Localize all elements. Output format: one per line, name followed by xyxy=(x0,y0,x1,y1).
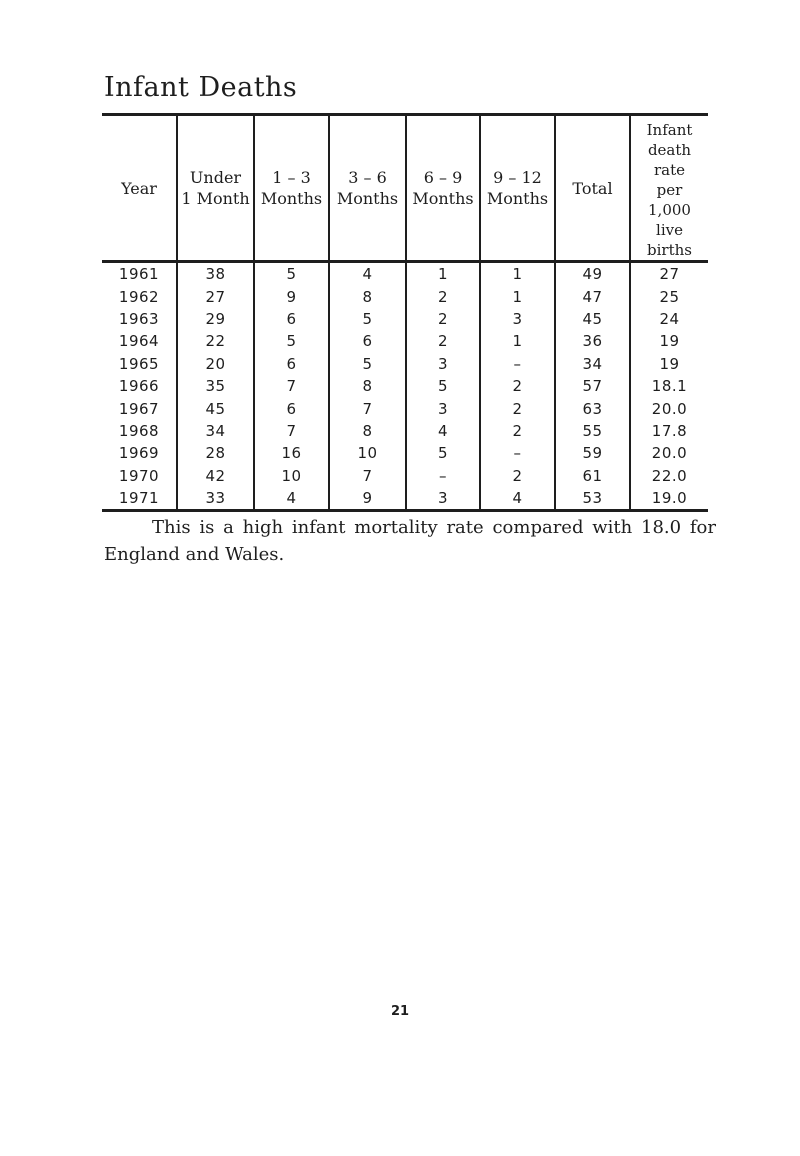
table-cell: 36 xyxy=(555,330,630,352)
header-line: births xyxy=(647,241,692,259)
infant-deaths-table xyxy=(102,113,708,512)
table-cell: 7 xyxy=(254,420,329,442)
table-row xyxy=(102,308,708,330)
table-row xyxy=(102,375,708,397)
table-cell: 2 xyxy=(406,330,480,352)
table-cell: 35 xyxy=(177,375,254,397)
header-line: death xyxy=(647,141,692,159)
header-line: Infant xyxy=(646,121,693,139)
table-row xyxy=(102,330,708,352)
column-header-year xyxy=(102,115,177,262)
table-cell: 45 xyxy=(177,397,254,419)
table-cell: 45 xyxy=(555,308,630,330)
header-line: Months xyxy=(412,189,474,208)
header-line: Months xyxy=(486,189,549,208)
summary-text: This is a high infant mortality rate compared with 18.0 for England and Wales. xyxy=(104,517,716,565)
table-header-row xyxy=(102,115,708,262)
table-cell: 38 xyxy=(177,262,254,286)
table-cell: 18.1 xyxy=(630,375,708,397)
table-cell: 2 xyxy=(480,465,555,487)
table-cell: 8 xyxy=(329,375,406,397)
table-cell: 5 xyxy=(254,330,329,352)
table-cell: 5 xyxy=(329,308,406,330)
table-cell: 3 xyxy=(406,397,480,419)
table-cell: 33 xyxy=(177,487,254,511)
table-cell: 6 xyxy=(254,308,329,330)
table-cell: 28 xyxy=(177,442,254,464)
table-cell: – xyxy=(480,353,555,375)
table-cell: 19.0 xyxy=(630,487,708,511)
column-header-6-9-months xyxy=(406,115,480,262)
table-cell: 3 xyxy=(480,308,555,330)
header-line: Year xyxy=(121,178,157,198)
table-cell: 4 xyxy=(329,262,406,286)
table-cell: 22 xyxy=(177,330,254,352)
table-cell: 61 xyxy=(555,465,630,487)
page-title: Infant Deaths xyxy=(104,72,298,103)
column-header-3-6-months xyxy=(329,115,406,262)
table-cell: 4 xyxy=(480,487,555,511)
table-cell: 10 xyxy=(254,465,329,487)
table-cell: 27 xyxy=(630,262,708,286)
header-line: 6 – 9 xyxy=(423,168,463,187)
table-cell: 4 xyxy=(406,420,480,442)
column-header-under-1-month xyxy=(177,115,254,262)
header-line: Months xyxy=(260,189,323,208)
header-line: 9 – 12 xyxy=(493,168,542,187)
table-cell: 5 xyxy=(254,262,329,286)
table-cell: 20.0 xyxy=(630,397,708,419)
column-header-9-12-months xyxy=(480,115,555,262)
table-body xyxy=(102,262,708,511)
table-cell: 3 xyxy=(406,353,480,375)
table-cell: 59 xyxy=(555,442,630,464)
table-row xyxy=(102,442,708,464)
header-line: Months xyxy=(336,189,399,208)
table-cell: 7 xyxy=(329,397,406,419)
table-cell: 2 xyxy=(480,420,555,442)
table-cell: 8 xyxy=(329,285,406,307)
table-cell: 5 xyxy=(329,353,406,375)
header-line: rate xyxy=(653,161,686,179)
table-cell: 57 xyxy=(555,375,630,397)
table-cell: 1 xyxy=(480,262,555,286)
year-cell: 1961 xyxy=(118,265,160,284)
year-cell: 1962 xyxy=(118,287,160,306)
table-cell: 4 xyxy=(254,487,329,511)
table-cell: 22.0 xyxy=(630,465,708,487)
table-cell: 6 xyxy=(254,397,329,419)
table-row xyxy=(102,397,708,419)
table-row xyxy=(102,353,708,375)
table-cell: 34 xyxy=(177,420,254,442)
table-cell: 16 xyxy=(254,442,329,464)
table-row xyxy=(102,487,708,511)
column-header-1-3-months xyxy=(254,115,329,262)
header-line: 3 – 6 xyxy=(348,168,387,187)
table-cell: 9 xyxy=(329,487,406,511)
header-line: 1 Month xyxy=(181,189,250,208)
table-cell: 2 xyxy=(406,285,480,307)
table-cell: 5 xyxy=(406,375,480,397)
table-cell: 3 xyxy=(406,487,480,511)
year-cell: 1969 xyxy=(118,444,160,463)
header-line: 1 – 3 xyxy=(272,168,311,187)
table-cell: 2 xyxy=(406,308,480,330)
table-row xyxy=(102,262,708,286)
year-cell: 1968 xyxy=(118,421,160,440)
header-line: Total xyxy=(572,178,613,198)
header-line: 1,000 xyxy=(648,201,691,219)
header-line: Under xyxy=(189,168,242,187)
table-cell: 47 xyxy=(555,285,630,307)
table-cell: 19 xyxy=(630,330,708,352)
table-cell: 29 xyxy=(177,308,254,330)
column-header-total xyxy=(555,115,630,262)
table-cell: 6 xyxy=(254,353,329,375)
table-cell: 2 xyxy=(480,397,555,419)
table-cell: 9 xyxy=(254,285,329,307)
table-cell: 6 xyxy=(329,330,406,352)
year-cell: 1963 xyxy=(118,309,160,328)
table-cell: 19 xyxy=(630,353,708,375)
table-cell: 20 xyxy=(177,353,254,375)
table-cell: 20.0 xyxy=(630,442,708,464)
table-cell: 25 xyxy=(630,285,708,307)
year-cell: 1970 xyxy=(118,466,160,485)
table-cell: 17.8 xyxy=(630,420,708,442)
table-cell: 7 xyxy=(254,375,329,397)
year-cell: 1964 xyxy=(118,332,160,351)
table-cell: 42 xyxy=(177,465,254,487)
column-header-infant-death-rate xyxy=(630,115,708,262)
table-cell: 2 xyxy=(480,375,555,397)
table-row xyxy=(102,420,708,442)
table-cell: 63 xyxy=(555,397,630,419)
table-cell: 53 xyxy=(555,487,630,511)
year-cell: 1967 xyxy=(118,399,160,418)
table-cell: 49 xyxy=(555,262,630,286)
table-row xyxy=(102,285,708,307)
table-cell: 10 xyxy=(329,442,406,464)
header-line: live xyxy=(656,221,683,239)
header-line: per xyxy=(656,181,683,199)
page-number: 21 xyxy=(390,1004,410,1019)
table-cell: 1 xyxy=(480,285,555,307)
table-cell: 7 xyxy=(329,465,406,487)
table-cell: 5 xyxy=(406,442,480,464)
year-cell: 1971 xyxy=(118,489,160,508)
table-cell: 1 xyxy=(480,330,555,352)
table-cell: 8 xyxy=(329,420,406,442)
table-cell: – xyxy=(480,442,555,464)
table-cell: 1 xyxy=(406,262,480,286)
table-cell: 55 xyxy=(555,420,630,442)
year-cell: 1966 xyxy=(118,377,160,396)
table-cell: 24 xyxy=(630,308,708,330)
table-row xyxy=(102,465,708,487)
year-cell: 1965 xyxy=(118,354,160,373)
table-cell: 27 xyxy=(177,285,254,307)
table-cell: 34 xyxy=(555,353,630,375)
summary-paragraph xyxy=(104,514,716,568)
table-cell: – xyxy=(406,465,480,487)
